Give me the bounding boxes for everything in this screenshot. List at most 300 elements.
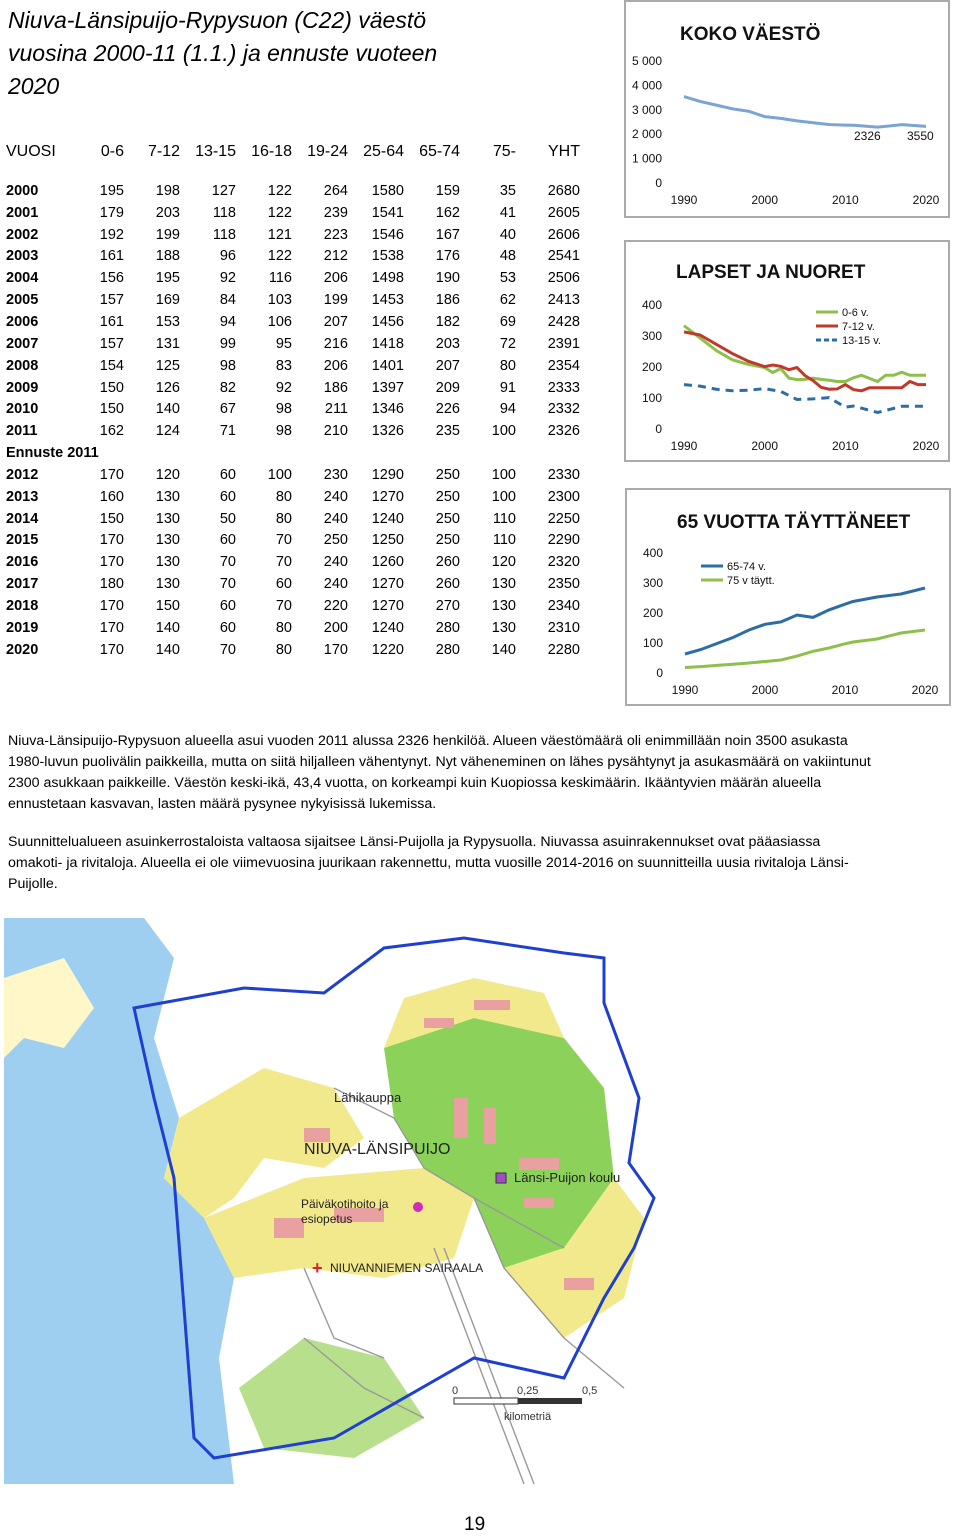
value-cell: 83 [275, 357, 292, 374]
table-row [6, 573, 580, 595]
value-cell: 220 [323, 597, 348, 614]
value-cell: 195 [155, 270, 180, 287]
value-cell: 60 [219, 597, 236, 614]
value-cell: 250 [435, 510, 460, 527]
value-cell: 92 [275, 379, 292, 396]
paragraph-line: Niuva-Länsipuijo-Rypysuon alueella asui vuoden 2011 alussa 2326 henkilöä. Alueen väestömäärä oli enimmillään noin 3500 asukasta [8, 733, 848, 749]
value-cell: 110 [492, 532, 516, 549]
series-line [685, 630, 925, 668]
chart-title: 65 VUOTTA TÄYTTÄNEET [677, 512, 911, 533]
y-tick-label: 4 000 [631, 78, 662, 93]
value-cell: 1418 [371, 335, 404, 352]
chart-children [624, 240, 950, 462]
chart-elderly [625, 488, 951, 706]
value-cell: 116 [268, 270, 292, 287]
value-cell: 69 [499, 313, 516, 330]
value-cell: 1397 [371, 379, 404, 396]
y-tick-label: 300 [641, 329, 662, 343]
column-header: 19-24 [307, 143, 348, 160]
chart-total-population [624, 0, 950, 218]
value-cell: 122 [267, 248, 292, 265]
map-label-area: NIUVA-LÄNSIPUIJO [304, 1141, 451, 1158]
chart-svg [626, 2, 948, 216]
table-row [6, 420, 580, 442]
value-cell: 70 [219, 576, 236, 593]
column-header: YHT [548, 143, 580, 160]
y-tick-label: 200 [641, 360, 662, 374]
value-cell: 240 [323, 488, 348, 505]
y-tick-label: 400 [642, 546, 663, 560]
value-cell: 157 [99, 292, 124, 309]
x-tick-label: 1990 [671, 683, 699, 697]
value-cell: 206 [323, 270, 348, 287]
y-tick-label: 400 [641, 298, 662, 312]
value-cell: 160 [99, 488, 124, 505]
value-cell: 200 [323, 619, 348, 636]
chart-svg [627, 490, 949, 704]
year-cell: 2013 [6, 488, 39, 505]
x-tick-label: 2000 [751, 193, 779, 207]
value-cell: 140 [155, 401, 180, 418]
legend-label: 7-12 v. [842, 321, 875, 333]
year-cell: 2004 [6, 270, 39, 287]
heading-line: Niuva-Länsipuijo-Rypysuon (C22) väestö [8, 7, 427, 33]
value-cell: 150 [99, 510, 124, 527]
value-cell: 130 [491, 597, 516, 614]
year-cell: 2010 [6, 401, 39, 418]
year-cell: 2002 [6, 226, 39, 243]
value-cell: 53 [499, 270, 516, 287]
legend-label: 65-74 v. [727, 561, 766, 573]
value-cell: 1270 [371, 597, 404, 614]
value-cell: 131 [155, 335, 180, 352]
year-cell: 2011 [6, 423, 38, 440]
value-cell: 2340 [547, 597, 580, 614]
table-row [6, 551, 580, 573]
y-tick-label: 5 000 [631, 54, 662, 68]
value-cell: 2680 [547, 182, 580, 199]
value-cell: 2605 [547, 204, 580, 221]
value-cell: 170 [99, 532, 124, 549]
year-cell: 2008 [6, 357, 39, 374]
page-number: 19 [464, 1514, 486, 1535]
value-cell: 2320 [547, 554, 580, 571]
value-cell: 226 [435, 401, 460, 418]
scale-zero: 0 [452, 1385, 459, 1397]
table-body [6, 164, 580, 661]
value-cell: 2606 [547, 226, 580, 243]
value-cell: 199 [155, 226, 180, 243]
value-cell: 122 [267, 182, 292, 199]
daycare-marker [413, 1202, 423, 1212]
map-label-daycare: Päiväkotihoito ja [301, 1197, 389, 1211]
table-row [6, 311, 580, 333]
value-cell: 250 [435, 466, 460, 483]
value-cell: 235 [435, 423, 460, 440]
table-row [6, 508, 580, 530]
y-tick-label: 1 000 [631, 151, 662, 166]
value-cell: 118 [212, 204, 236, 221]
value-cell: 91 [499, 379, 516, 396]
value-cell: 92 [219, 270, 236, 287]
x-tick-label: 2010 [831, 683, 859, 697]
value-cell: 60 [219, 532, 236, 549]
column-header: 65-74 [419, 143, 460, 160]
y-tick-label: 3 000 [631, 102, 662, 117]
chart-title: LAPSET JA NUORET [676, 262, 866, 283]
chart-title: KOKO VÄESTÖ [680, 24, 821, 45]
value-cell: 2354 [547, 357, 580, 374]
value-cell: 169 [155, 292, 180, 309]
year-cell: 2015 [6, 532, 39, 549]
table-row [6, 595, 580, 617]
value-cell: 80 [275, 641, 292, 658]
value-cell: 2290 [547, 532, 580, 549]
value-cell: 140 [155, 619, 180, 636]
value-cell: 60 [219, 488, 236, 505]
value-cell: 130 [491, 619, 516, 636]
value-cell: 1538 [371, 248, 404, 265]
value-cell: 70 [275, 597, 292, 614]
value-cell: 127 [211, 182, 236, 199]
x-tick-label: 1990 [670, 193, 698, 207]
value-cell: 95 [275, 335, 292, 352]
value-cell: 1498 [371, 270, 404, 287]
value-cell: 41 [499, 204, 516, 221]
value-cell: 207 [435, 357, 460, 374]
value-cell: 280 [435, 641, 460, 658]
value-cell: 60 [219, 466, 236, 483]
column-header: 25-64 [363, 143, 404, 160]
legend-label: 75 v täytt. [727, 575, 775, 587]
table-row [6, 486, 580, 508]
x-tick-label: 2020 [912, 439, 940, 453]
x-tick-label: 2000 [751, 439, 779, 453]
forecast-label: Ennuste 2011 [6, 445, 99, 462]
value-cell: 2280 [547, 641, 580, 658]
value-cell: 130 [155, 488, 180, 505]
page-heading [8, 4, 608, 103]
y-tick-label: 100 [642, 636, 663, 650]
value-cell: 1326 [371, 423, 404, 440]
value-cell: 40 [499, 226, 516, 243]
series-line [684, 97, 926, 128]
table-row [6, 617, 580, 639]
table-row [6, 180, 580, 202]
value-cell: 130 [155, 532, 180, 549]
column-header: 75- [492, 143, 516, 160]
legend-label: 13-15 v. [842, 335, 881, 347]
table-row [6, 377, 580, 399]
value-cell: 1270 [371, 576, 404, 593]
value-cell: 170 [99, 597, 124, 614]
value-cell: 1240 [371, 619, 404, 636]
value-cell: 67 [219, 401, 236, 418]
value-cell: 199 [323, 292, 348, 309]
value-cell: 260 [435, 554, 460, 571]
table-header-row [6, 140, 580, 164]
value-cell: 1260 [371, 554, 404, 571]
value-cell: 1250 [371, 532, 404, 549]
value-cell: 209 [435, 379, 460, 396]
value-cell: 207 [323, 313, 348, 330]
value-cell: 250 [435, 532, 460, 549]
x-tick-label: 1990 [670, 439, 698, 453]
value-cell: 176 [435, 248, 460, 265]
value-cell: 96 [219, 248, 236, 265]
table-row [6, 398, 580, 420]
table-row [6, 246, 580, 268]
value-cell: 35 [499, 182, 516, 199]
value-cell: 103 [267, 292, 292, 309]
value-cell: 223 [323, 226, 348, 243]
value-cell: 62 [499, 292, 516, 309]
value-cell: 264 [323, 182, 348, 199]
paragraph-population [8, 731, 953, 815]
value-cell: 130 [155, 576, 180, 593]
value-cell: 100 [491, 488, 516, 505]
paragraph-housing [8, 832, 953, 895]
value-cell: 186 [323, 379, 348, 396]
value-cell: 153 [155, 313, 180, 330]
map-label-shop: Lähikauppa [334, 1090, 402, 1105]
value-cell: 154 [99, 357, 124, 374]
chart-annotation: 3550 [907, 129, 934, 143]
value-cell: 239 [323, 204, 348, 221]
value-cell: 186 [435, 292, 460, 309]
value-cell: 70 [219, 554, 236, 571]
column-header: 13-15 [195, 143, 236, 160]
value-cell: 140 [491, 641, 516, 658]
value-cell: 161 [99, 248, 124, 265]
value-cell: 80 [275, 619, 292, 636]
value-cell: 1541 [371, 204, 404, 221]
value-cell: 2250 [547, 510, 580, 527]
year-cell: 2007 [6, 335, 39, 352]
value-cell: 98 [219, 357, 236, 374]
x-tick-label: 2010 [831, 193, 859, 207]
value-cell: 195 [99, 182, 124, 199]
value-cell: 150 [155, 597, 180, 614]
value-cell: 180 [99, 576, 124, 593]
year-cell: 2009 [6, 379, 39, 396]
value-cell: 211 [324, 401, 348, 418]
value-cell: 121 [267, 226, 292, 243]
value-cell: 100 [491, 466, 516, 483]
paragraph-line: omakoti- ja rivitaloja. Alueella ei ole viimevuosina juurikaan rakennettu, mutta vuosille 2014-2016 on suunnitteilla uusia rivitaloja Länsi- [8, 855, 849, 871]
map-label-hospital: NIUVANNIEMEN SAIRAALA [330, 1261, 484, 1275]
value-cell: 1401 [371, 357, 404, 374]
value-cell: 1290 [371, 466, 404, 483]
paragraph-line: Suunnittelualueen asuinkerrostaloista valtaosa sijaitsee Länsi-Puijolla ja Rypysuolla. Niuvassa asuinrakennukset ovat pääasiassa [8, 834, 821, 850]
value-cell: 182 [435, 313, 460, 330]
value-cell: 130 [491, 576, 516, 593]
table-row [6, 202, 580, 224]
value-cell: 280 [435, 619, 460, 636]
value-cell: 2506 [547, 270, 580, 287]
heading-line: vuosina 2000-11 (1.1.) ja ennuste vuoteen [8, 40, 438, 66]
value-cell: 130 [155, 554, 180, 571]
value-cell: 122 [267, 204, 292, 221]
value-cell: 2326 [547, 423, 580, 440]
table-row [6, 224, 580, 246]
year-cell: 2019 [6, 619, 39, 636]
value-cell: 1456 [371, 313, 404, 330]
value-cell: 99 [219, 335, 236, 352]
value-cell: 170 [99, 466, 124, 483]
value-cell: 100 [491, 423, 516, 440]
value-cell: 50 [219, 510, 236, 527]
table-row [6, 530, 580, 552]
value-cell: 190 [435, 270, 460, 287]
value-cell: 2391 [547, 335, 580, 352]
y-tick-label: 2 000 [631, 127, 662, 142]
year-cell: 2018 [6, 597, 39, 614]
x-tick-label: 2020 [912, 193, 940, 207]
value-cell: 80 [275, 488, 292, 505]
value-cell: 2350 [547, 576, 580, 593]
table-row [6, 464, 580, 486]
value-cell: 170 [99, 619, 124, 636]
y-tick-label: 0 [655, 422, 662, 436]
value-cell: 203 [155, 204, 180, 221]
value-cell: 2330 [547, 466, 580, 483]
value-cell: 157 [99, 335, 124, 352]
area-map [4, 918, 746, 1484]
value-cell: 2428 [547, 313, 580, 330]
value-cell: 60 [275, 576, 292, 593]
year-cell: 2012 [6, 466, 39, 483]
column-header: 0-6 [100, 143, 124, 160]
value-cell: 156 [99, 270, 124, 287]
map-label-school: Länsi-Puijon koulu [514, 1170, 621, 1185]
value-cell: 216 [323, 335, 348, 352]
value-cell: 162 [435, 204, 460, 221]
y-tick-label: 0 [655, 176, 662, 190]
value-cell: 162 [99, 423, 124, 440]
value-cell: 1220 [371, 641, 404, 658]
value-cell: 260 [435, 576, 460, 593]
series-line [685, 588, 925, 654]
table-row [6, 355, 580, 377]
table-row [6, 289, 580, 311]
value-cell: 2333 [547, 379, 580, 396]
value-cell: 120 [155, 466, 180, 483]
value-cell: 212 [323, 248, 348, 265]
value-cell: 159 [435, 182, 460, 199]
value-cell: 250 [323, 532, 348, 549]
chart-svg [626, 242, 948, 460]
year-cell: 2001 [6, 204, 39, 221]
x-tick-label: 2010 [831, 439, 859, 453]
value-cell: 198 [155, 182, 180, 199]
value-cell: 120 [491, 554, 516, 571]
school-marker [496, 1173, 506, 1183]
value-cell: 118 [212, 226, 236, 243]
scale-end: 0,5 [582, 1385, 598, 1397]
value-cell: 80 [275, 510, 292, 527]
value-cell: 188 [155, 248, 180, 265]
value-cell: 250 [435, 488, 460, 505]
value-cell: 72 [499, 335, 516, 352]
value-cell: 1546 [371, 226, 404, 243]
value-cell: 167 [435, 226, 460, 243]
value-cell: 270 [435, 597, 460, 614]
value-cell: 203 [435, 335, 460, 352]
table-row [6, 267, 580, 289]
chart-annotation: 2326 [854, 129, 881, 143]
table-row [6, 333, 580, 355]
table-row [6, 639, 580, 661]
column-header: VUOSI [6, 143, 56, 160]
year-cell: 2005 [6, 292, 39, 309]
legend-label: 0-6 v. [842, 307, 869, 319]
value-cell: 206 [323, 357, 348, 374]
value-cell: 1270 [371, 488, 404, 505]
value-cell: 106 [267, 313, 292, 330]
value-cell: 94 [499, 401, 516, 418]
value-cell: 71 [219, 423, 236, 440]
value-cell: 98 [275, 423, 292, 440]
value-cell: 161 [99, 313, 124, 330]
paragraph-line: ennustetaan kasvavan, lasten määrä pysynee nykyisissä lukemissa. [8, 796, 437, 812]
year-cell: 2006 [6, 313, 39, 330]
series-line [684, 326, 926, 382]
y-tick-label: 100 [641, 391, 662, 405]
y-tick-label: 300 [642, 576, 663, 590]
year-cell: 2020 [6, 641, 39, 658]
value-cell: 240 [323, 576, 348, 593]
value-cell: 1346 [371, 401, 404, 418]
value-cell: 2300 [547, 488, 580, 505]
map-label-daycare: esiopetus [301, 1212, 353, 1226]
value-cell: 60 [219, 619, 236, 636]
x-tick-label: 2000 [751, 683, 779, 697]
value-cell: 179 [99, 204, 124, 221]
value-cell: 2541 [547, 248, 580, 265]
year-cell: 2016 [6, 554, 39, 571]
value-cell: 48 [499, 248, 516, 265]
y-tick-label: 200 [642, 606, 663, 620]
value-cell: 170 [99, 554, 124, 571]
value-cell: 70 [275, 532, 292, 549]
value-cell: 170 [323, 641, 348, 658]
value-cell: 230 [323, 466, 348, 483]
value-cell: 170 [99, 641, 124, 658]
value-cell: 125 [155, 357, 180, 374]
year-cell: 2003 [6, 248, 39, 265]
value-cell: 70 [219, 641, 236, 658]
year-cell: 2000 [6, 182, 39, 199]
hospital-cross-icon: + [312, 1258, 323, 1278]
forecast-section-row [6, 442, 580, 464]
value-cell: 150 [99, 379, 124, 396]
table-spacer [6, 164, 580, 180]
value-cell: 84 [219, 292, 236, 309]
paragraph-line: 1980-luvun puolivälin paikkeilla, mutta on siitä hiljalleen vähentynyt. Nyt väheneminen on lähes pysähtynyt ja asukasmäärä on vakiintunut [8, 754, 871, 770]
paragraph-line: 2300 asukkaan paikkeille. Väestön keski-ikä, 43,4 vuotta, on korkeampi kuin Kuopiossa keskimäärin. Ikääntyvien määrän alueella [8, 775, 822, 791]
value-cell: 126 [155, 379, 180, 396]
population-table [6, 140, 580, 661]
value-cell: 240 [323, 510, 348, 527]
value-cell: 130 [155, 510, 180, 527]
y-tick-label: 0 [656, 666, 663, 680]
paragraph-line: Puijolle. [8, 876, 58, 892]
value-cell: 82 [219, 379, 236, 396]
value-cell: 192 [99, 226, 124, 243]
x-tick-label: 2020 [911, 683, 939, 697]
heading-line: 2020 [8, 73, 60, 99]
